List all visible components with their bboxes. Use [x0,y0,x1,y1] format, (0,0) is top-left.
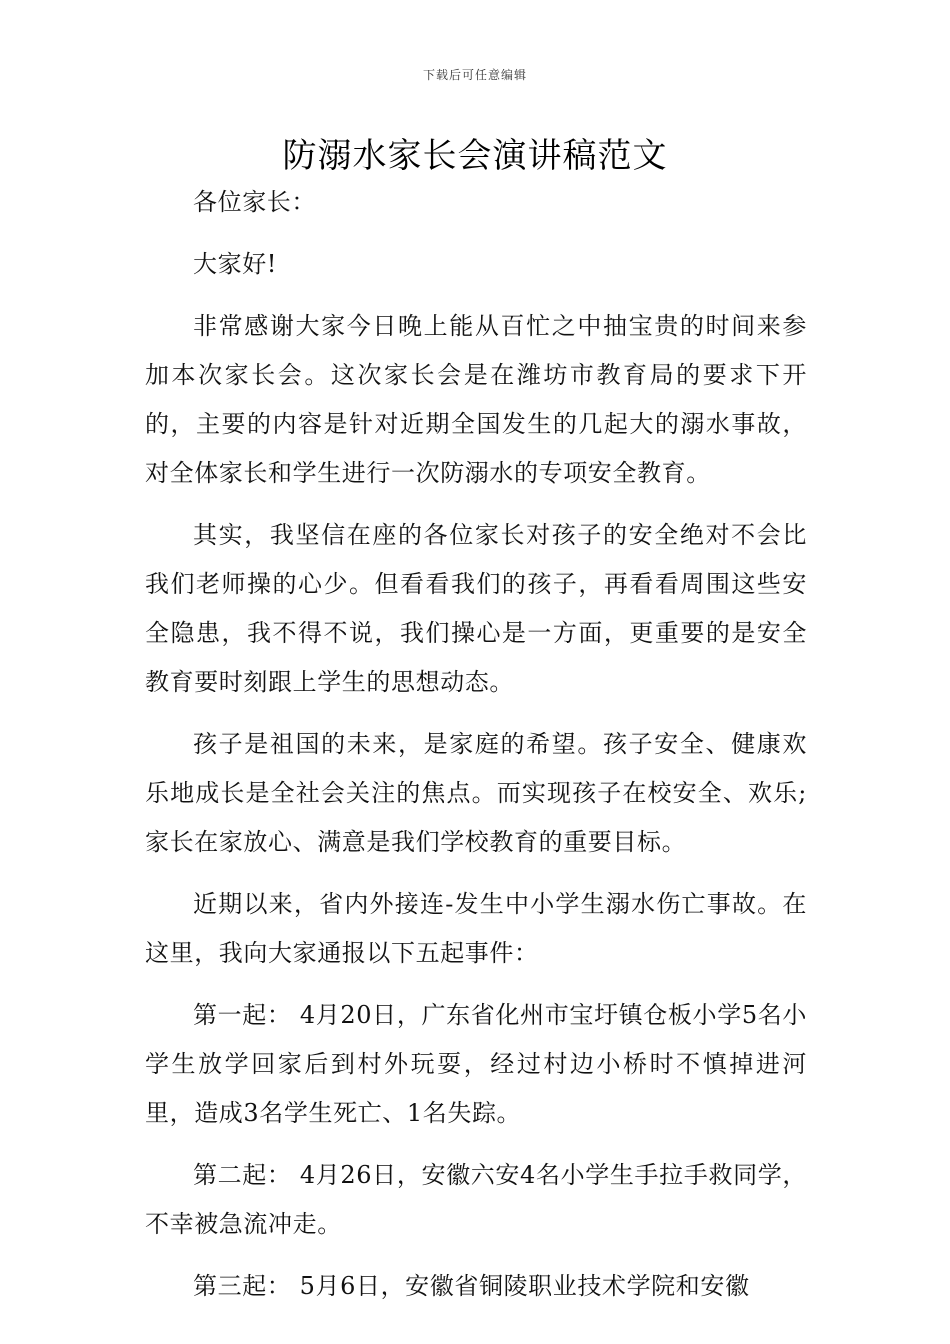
document-body [145,178,807,1324]
paragraph: 非常感谢大家今日晚上能从百忙之中抽宝贵的时间来参加本次家长会。这次家长会是在潍坊市教育局的要求下开的，主要的内容是针对近期全国发生的几起大的溺水事故，对全体家长和学生进行一次防溺水的专项安全教育。 [145,312,807,487]
paragraph: 孩子是祖国的未来，是家庭的希望。孩子安全、健康欢乐地成长是全社会关注的焦点。而实现孩子在校安全、欢乐;家长在家放心、满意是我们学校教育的重要目标。 [145,730,807,856]
paragraph-incident: 第一起： 4月20日，广东省化州市宝圩镇仓板小学5名小学生放学回家后到村外玩耍，经过村边小桥时不慎掉进河里，造成3名学生死亡、1名失踪。 [145,1001,807,1127]
document-title: 防溺水家长会演讲稿范文 [282,136,668,176]
paragraph-incident: 第二起： 4月26日，安徽六安4名小学生手拉手救同学，不幸被急流冲走。 [145,1161,807,1238]
paragraph: 其实，我坚信在座的各位家长对孩子的安全绝对不会比我们老师操的心少。但看看我们的孩子，再看看周围这些安全隐患，我不得不说，我们操心是一方面，更重要的是安全教育要时刻跟上学生的思想动态。 [145,521,807,696]
paragraph-incident: 第三起： 5月6日，安徽省铜陵职业技术学院和安徽 [193,1272,750,1300]
header-note: 下载后可任意编辑 [422,68,527,82]
paragraph-salutation: 各位家长： [193,188,316,216]
paragraph: 近期以来，省内外接连-发生中小学生溺水伤亡事故。在这里，我向大家通报以下五起事件： [145,890,807,967]
paragraph-greeting: 大家好! [193,250,278,278]
